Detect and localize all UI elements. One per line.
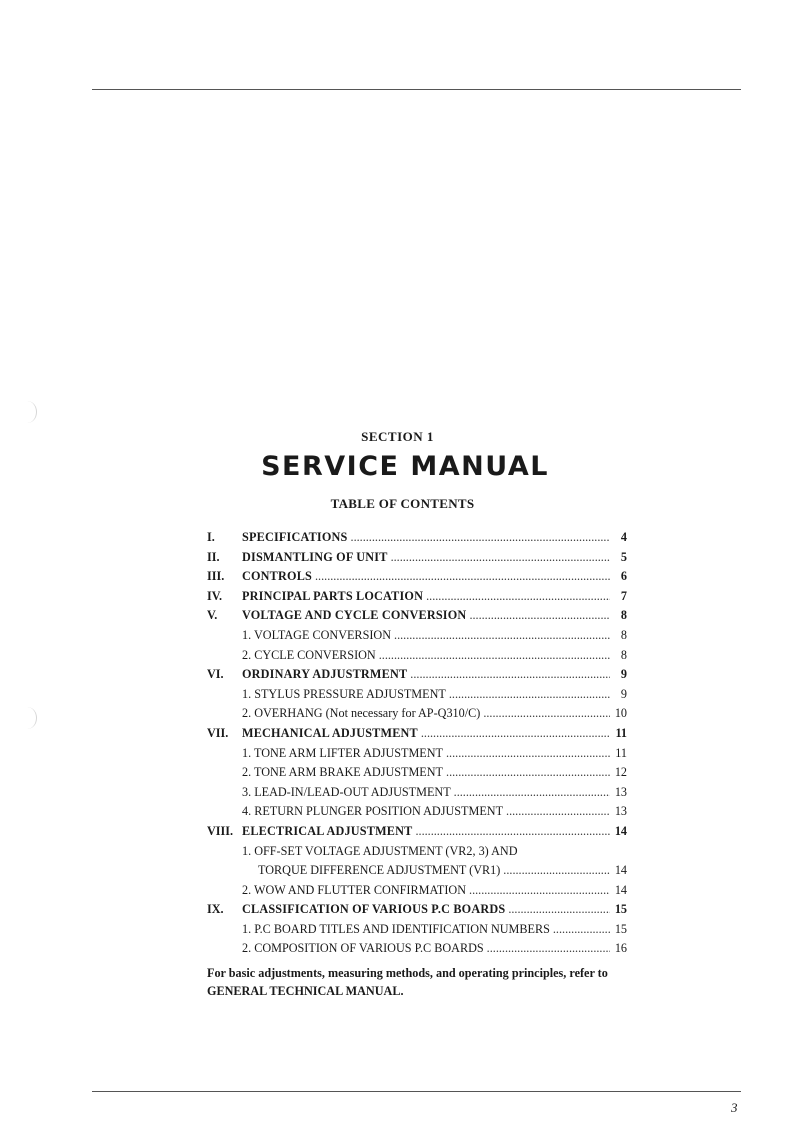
toc-title: SPECIFICATIONS bbox=[242, 530, 348, 544]
toc-page: 9 bbox=[620, 686, 627, 701]
toc-subtitle: TORQUE DIFFERENCE ADJUSTMENT (VR1) bbox=[258, 863, 501, 878]
toc-heading: TABLE OF CONTENTS bbox=[330, 496, 475, 511]
toc-subentry bbox=[207, 785, 627, 805]
toc-subtitle: 1. TONE ARM LIFTER ADJUSTMENT bbox=[242, 745, 443, 760]
toc-page: 8 bbox=[620, 627, 627, 642]
toc-subtitle: 1. VOLTAGE CONVERSION bbox=[242, 627, 392, 642]
dot-leader bbox=[446, 746, 610, 761]
dot-leader bbox=[446, 765, 610, 780]
toc-page: 15 bbox=[614, 921, 627, 936]
toc-title: VOLTAGE AND CYCLE CONVERSION bbox=[242, 608, 467, 623]
toc-title: ELECTRICAL ADJUSTMENT bbox=[242, 823, 413, 838]
toc-page: 13 bbox=[614, 804, 627, 819]
punch-hole-mark bbox=[18, 707, 37, 729]
dot-leader bbox=[469, 608, 610, 623]
toc-page: 13 bbox=[614, 784, 627, 799]
dot-leader bbox=[449, 687, 610, 702]
dot-leader bbox=[391, 550, 610, 565]
toc-number: II. bbox=[207, 549, 220, 564]
toc-page: 11 bbox=[615, 725, 627, 740]
punch-hole-mark bbox=[18, 401, 37, 423]
toc-entry bbox=[207, 667, 627, 687]
toc-subentry bbox=[207, 804, 627, 824]
toc-page: 12 bbox=[614, 765, 627, 780]
toc-number: III. bbox=[207, 569, 225, 584]
toc-entry bbox=[207, 550, 627, 570]
toc-subtitle: 2. CYCLE CONVERSION bbox=[242, 647, 376, 662]
toc-entry bbox=[207, 608, 627, 628]
page-number: 3 bbox=[731, 1100, 738, 1115]
toc-entry bbox=[207, 902, 627, 922]
toc-subentry bbox=[207, 628, 627, 648]
toc-number: IX. bbox=[207, 902, 224, 917]
toc-title: CONTROLS bbox=[242, 569, 312, 584]
toc-subentry bbox=[207, 648, 627, 668]
toc-subtitle: 2. TONE ARM BRAKE ADJUSTMENT bbox=[242, 765, 444, 780]
dot-leader bbox=[503, 863, 610, 878]
dot-leader bbox=[506, 804, 610, 819]
toc-page: 11 bbox=[615, 745, 627, 760]
dot-leader bbox=[379, 648, 610, 663]
toc-number: V. bbox=[207, 608, 218, 623]
dot-leader bbox=[421, 726, 610, 741]
toc-subentry bbox=[207, 941, 627, 961]
toc-subtitle: 2. WOW AND FLUTTER CONFIRMATION bbox=[242, 882, 467, 897]
section-label: SECTION 1 bbox=[361, 429, 434, 444]
toc-page: 9 bbox=[620, 667, 627, 682]
reference-note: For basic adjustments, measuring methods, and operating principles, refer to GENERAL TECHNICAL MANUAL. bbox=[207, 966, 608, 998]
dot-leader bbox=[483, 706, 610, 721]
toc-entry bbox=[207, 589, 627, 609]
toc-entry bbox=[207, 569, 627, 589]
dot-leader bbox=[553, 922, 610, 937]
toc-entry bbox=[207, 726, 627, 746]
dot-leader bbox=[454, 785, 610, 800]
bottom-rule bbox=[92, 1091, 741, 1092]
toc-subentry-continuation bbox=[207, 863, 627, 883]
toc-page: 5 bbox=[620, 549, 627, 564]
dot-leader bbox=[410, 667, 610, 682]
top-rule bbox=[92, 89, 741, 90]
toc-number: VIII. bbox=[207, 823, 234, 838]
toc-subentry bbox=[207, 844, 627, 864]
toc-page: 14 bbox=[614, 882, 627, 897]
toc-subentry bbox=[207, 883, 627, 903]
toc-title: CLASSIFICATION OF VARIOUS P.C BOARDS bbox=[242, 902, 506, 917]
toc-subentry bbox=[207, 706, 627, 726]
toc-subtitle: 1. P.C BOARD TITLES AND IDENTIFICATION NUMBERS bbox=[242, 921, 550, 936]
dot-leader bbox=[415, 824, 610, 839]
toc-entry bbox=[207, 824, 627, 844]
toc-number: I. bbox=[207, 530, 215, 544]
toc-subtitle: 3. LEAD-IN/LEAD-OUT ADJUSTMENT bbox=[242, 784, 451, 799]
toc-number: VII. bbox=[207, 725, 229, 740]
dot-leader bbox=[315, 569, 610, 584]
table-of-contents bbox=[207, 530, 627, 961]
toc-subtitle: 1. STYLUS PRESSURE ADJUSTMENT bbox=[242, 686, 446, 701]
toc-title: MECHANICAL ADJUSTMENT bbox=[242, 725, 418, 740]
toc-page: 16 bbox=[614, 941, 627, 956]
toc-page: 10 bbox=[614, 706, 627, 721]
toc-number: IV. bbox=[207, 588, 223, 603]
toc-subentry bbox=[207, 746, 627, 766]
toc-title: PRINCIPAL PARTS LOCATION bbox=[242, 588, 424, 603]
toc-page: 14 bbox=[614, 863, 627, 878]
toc-entry bbox=[207, 530, 627, 550]
page-title: SERVICE MANUAL bbox=[261, 451, 549, 482]
toc-subentry bbox=[207, 922, 627, 942]
toc-page: 14 bbox=[614, 823, 627, 838]
toc-subtitle: 2. COMPOSITION OF VARIOUS P.C BOARDS bbox=[242, 941, 484, 956]
toc-subtitle: 2. OVERHANG (Not necessary for AP-Q310/C) bbox=[242, 706, 481, 721]
toc-page: 4 bbox=[620, 530, 627, 544]
dot-leader bbox=[394, 628, 610, 643]
dot-leader bbox=[508, 902, 610, 917]
toc-page: 6 bbox=[620, 569, 627, 584]
toc-title: DISMANTLING OF UNIT bbox=[242, 549, 388, 564]
toc-subentry bbox=[207, 765, 627, 785]
dot-leader bbox=[469, 883, 610, 898]
toc-page: 8 bbox=[620, 608, 627, 623]
toc-subentry bbox=[207, 687, 627, 707]
dot-leader bbox=[351, 530, 610, 545]
toc-page: 15 bbox=[614, 902, 627, 917]
toc-subtitle: 1. OFF-SET VOLTAGE ADJUSTMENT (VR2, 3) AND bbox=[242, 843, 518, 858]
toc-title: ORDINARY ADJUSTRMENT bbox=[242, 667, 408, 682]
dot-leader bbox=[487, 941, 610, 956]
dot-leader bbox=[426, 589, 610, 604]
toc-number: VI. bbox=[207, 667, 224, 682]
toc-page: 8 bbox=[620, 647, 627, 662]
toc-subtitle: 4. RETURN PLUNGER POSITION ADJUSTMENT bbox=[242, 804, 504, 819]
toc-page: 7 bbox=[620, 588, 627, 603]
